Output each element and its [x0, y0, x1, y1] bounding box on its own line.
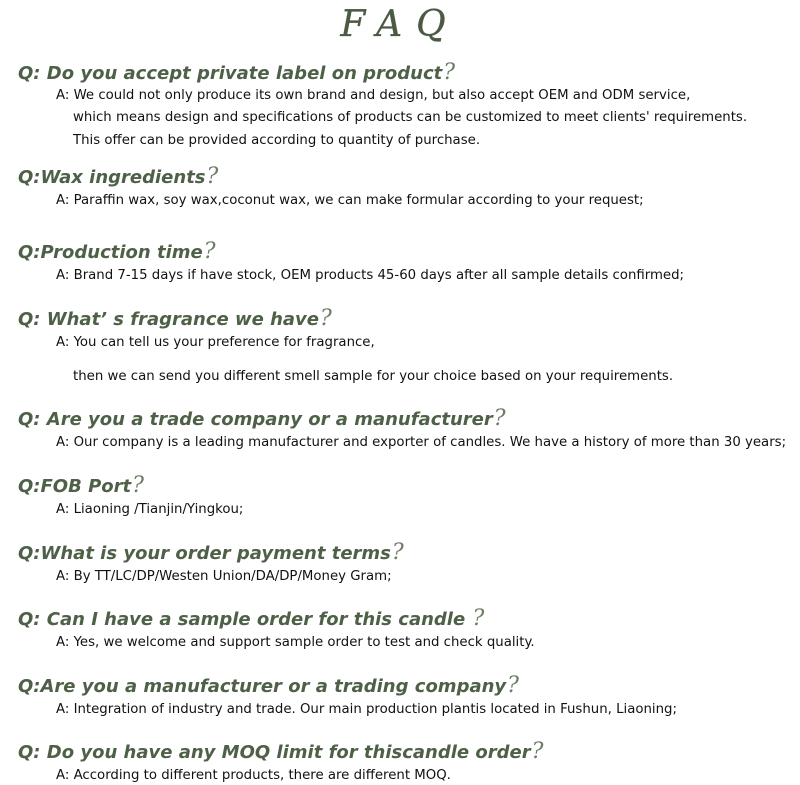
question-fob-port — [18, 473, 144, 498]
answer-line: A: Integration of industry and trade. Our main production plantis located in Fushun, Liaoning; — [56, 702, 677, 717]
title-letter-f: F — [340, 4, 377, 45]
question-text: Q:Production time — [18, 242, 203, 263]
answer-line: A: We could not only produce its own brand and design, but also accept OEM and ODM service, — [56, 88, 691, 103]
question-mark: ? — [507, 673, 519, 698]
question-text: Q: What’ s fragrance we have — [18, 309, 319, 330]
answer-line: This offer can be provided according to quantity of purchase. — [73, 133, 481, 148]
question-mark: ? — [391, 540, 404, 565]
question-text: Q:Are you a manufacturer or a trading company — [18, 676, 507, 697]
answer-line: which means design and specifications of products can be customized to meet clients' requirements. — [73, 110, 748, 125]
question-text: Q: Can I have a sample order for this candle — [18, 609, 472, 630]
question-mark: ? — [443, 60, 456, 85]
question-private-label — [18, 60, 455, 85]
faq-title — [0, 4, 800, 45]
question-trade-company — [18, 406, 506, 431]
question-text: Q:Wax ingredients — [18, 167, 206, 188]
answer-line: A: Liaoning /Tianjin/Yingkou; — [56, 502, 244, 517]
answer-line: A: According to different products, there are different MOQ. — [56, 768, 451, 783]
answer-line: then we can send you different smell sample for your choice based on your requirements. — [73, 369, 674, 384]
answer-line: A: Our company is a leading manufacturer and exporter of candles. We have a history of more than 30 years; — [56, 435, 787, 450]
question-sample-order — [18, 606, 484, 631]
question-moq-limit — [18, 739, 543, 764]
question-mark: ? — [203, 239, 216, 264]
title-letter-q: Q — [416, 4, 460, 45]
answer-line: A: Paraffin wax, soy wax,coconut wax, we can make formular according to your request; — [56, 193, 644, 208]
answer-line: A: You can tell us your preference for fragrance, — [56, 335, 375, 350]
question-text: Q:What is your order payment terms — [18, 543, 391, 564]
question-mark: ? — [206, 164, 219, 189]
question-mark: ? — [493, 406, 506, 431]
question-text: Q: Do you have any MOQ limit for thiscandle order — [18, 742, 531, 763]
question-wax-ingredients — [18, 164, 218, 189]
question-mark: ? — [320, 306, 332, 331]
question-text: Q: Do you accept private label on product — [18, 63, 443, 84]
question-mark: ? — [531, 739, 544, 764]
answer-line: A: Yes, we welcome and support sample order to test and check quality. — [56, 635, 535, 650]
question-mark: ? — [132, 473, 144, 498]
question-mark: ? — [472, 606, 485, 631]
answer-line: A: By TT/LC/DP/Westen Union/DA/DP/Money Gram; — [56, 569, 392, 584]
question-payment-terms — [18, 540, 404, 565]
question-fragrance — [18, 306, 332, 331]
answer-line: A: Brand 7-15 days if have stock, OEM products 45-60 days after all sample details confirmed; — [56, 268, 685, 283]
question-production-time — [18, 239, 216, 264]
question-text: Q: Are you a trade company or a manufacturer — [18, 409, 493, 430]
question-manufacturer-or-trading — [18, 673, 519, 698]
question-text: Q:FOB Port — [18, 476, 132, 497]
title-letter-a: A — [376, 4, 417, 45]
